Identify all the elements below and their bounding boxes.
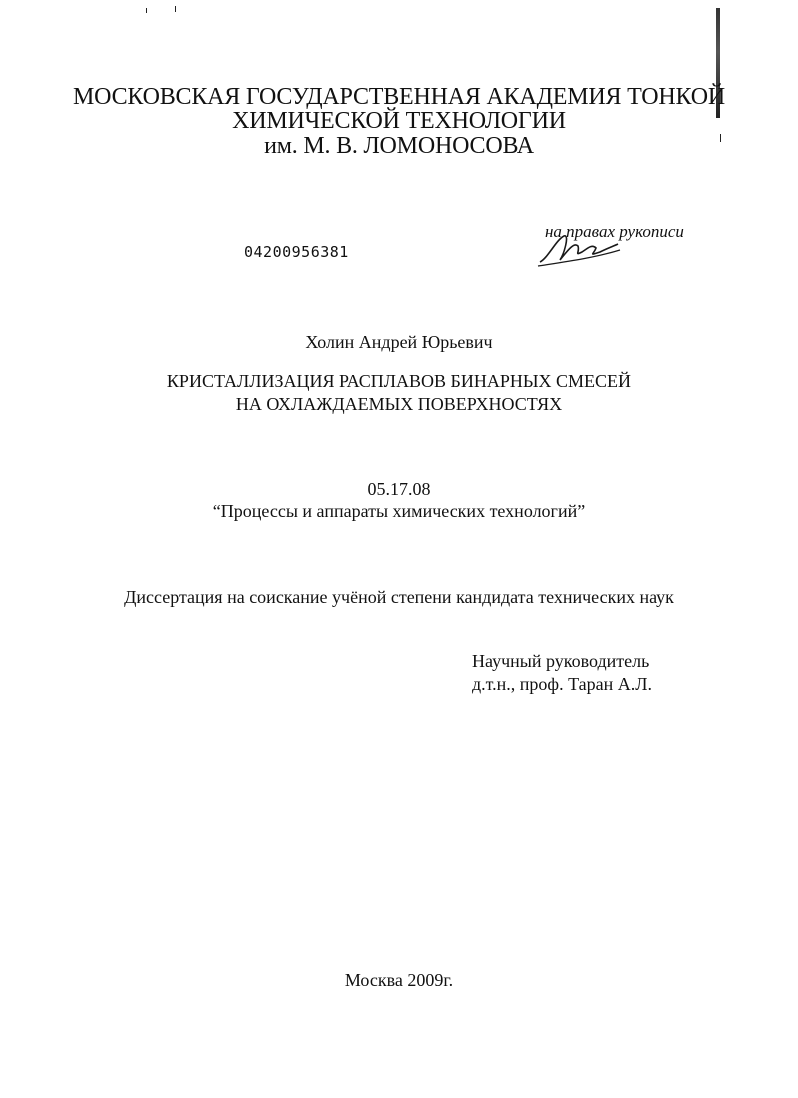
manuscript-note: на правах рукописи — [545, 222, 684, 241]
institution-line-1: МОСКОВСКАЯ ГОСУДАРСТВЕННАЯ АКАДЕМИЯ ТОНКОЙ — [73, 84, 725, 110]
title-line-2: НА ОХЛАЖДАЕМЫХ ПОВЕРХНОСТЯХ — [235, 394, 563, 414]
signature — [534, 228, 624, 270]
title-line-1: КРИСТАЛЛИЗАЦИЯ РАСПЛАВОВ БИНАРНЫХ СМЕСЕЙ — [166, 371, 632, 391]
supervisor-label: Научный руководитель — [472, 651, 650, 671]
serial-number: 04200956381 — [244, 243, 349, 261]
institution-line-3: им. М. В. ЛОМОНОСОВА — [264, 133, 534, 159]
degree-statement: Диссертация на соискание учёной степени кандидата технических наук — [124, 587, 674, 607]
specialty-name: “Процессы и аппараты химических технологий” — [212, 501, 586, 521]
scan-dot-mark — [175, 6, 176, 12]
place-year: Москва 2009г. — [344, 970, 454, 990]
author-name: Холин Андрей Юрьевич — [305, 332, 493, 352]
signature-stroke — [540, 236, 618, 262]
supervisor-name: д.т.н., проф. Таран А.Л. — [472, 674, 652, 694]
specialty-code: 05.17.08 — [367, 479, 431, 499]
scan-dot-mark — [146, 8, 147, 13]
institution-line-2: ХИМИЧЕСКОЙ ТЕХНОЛОГИИ — [232, 108, 566, 134]
